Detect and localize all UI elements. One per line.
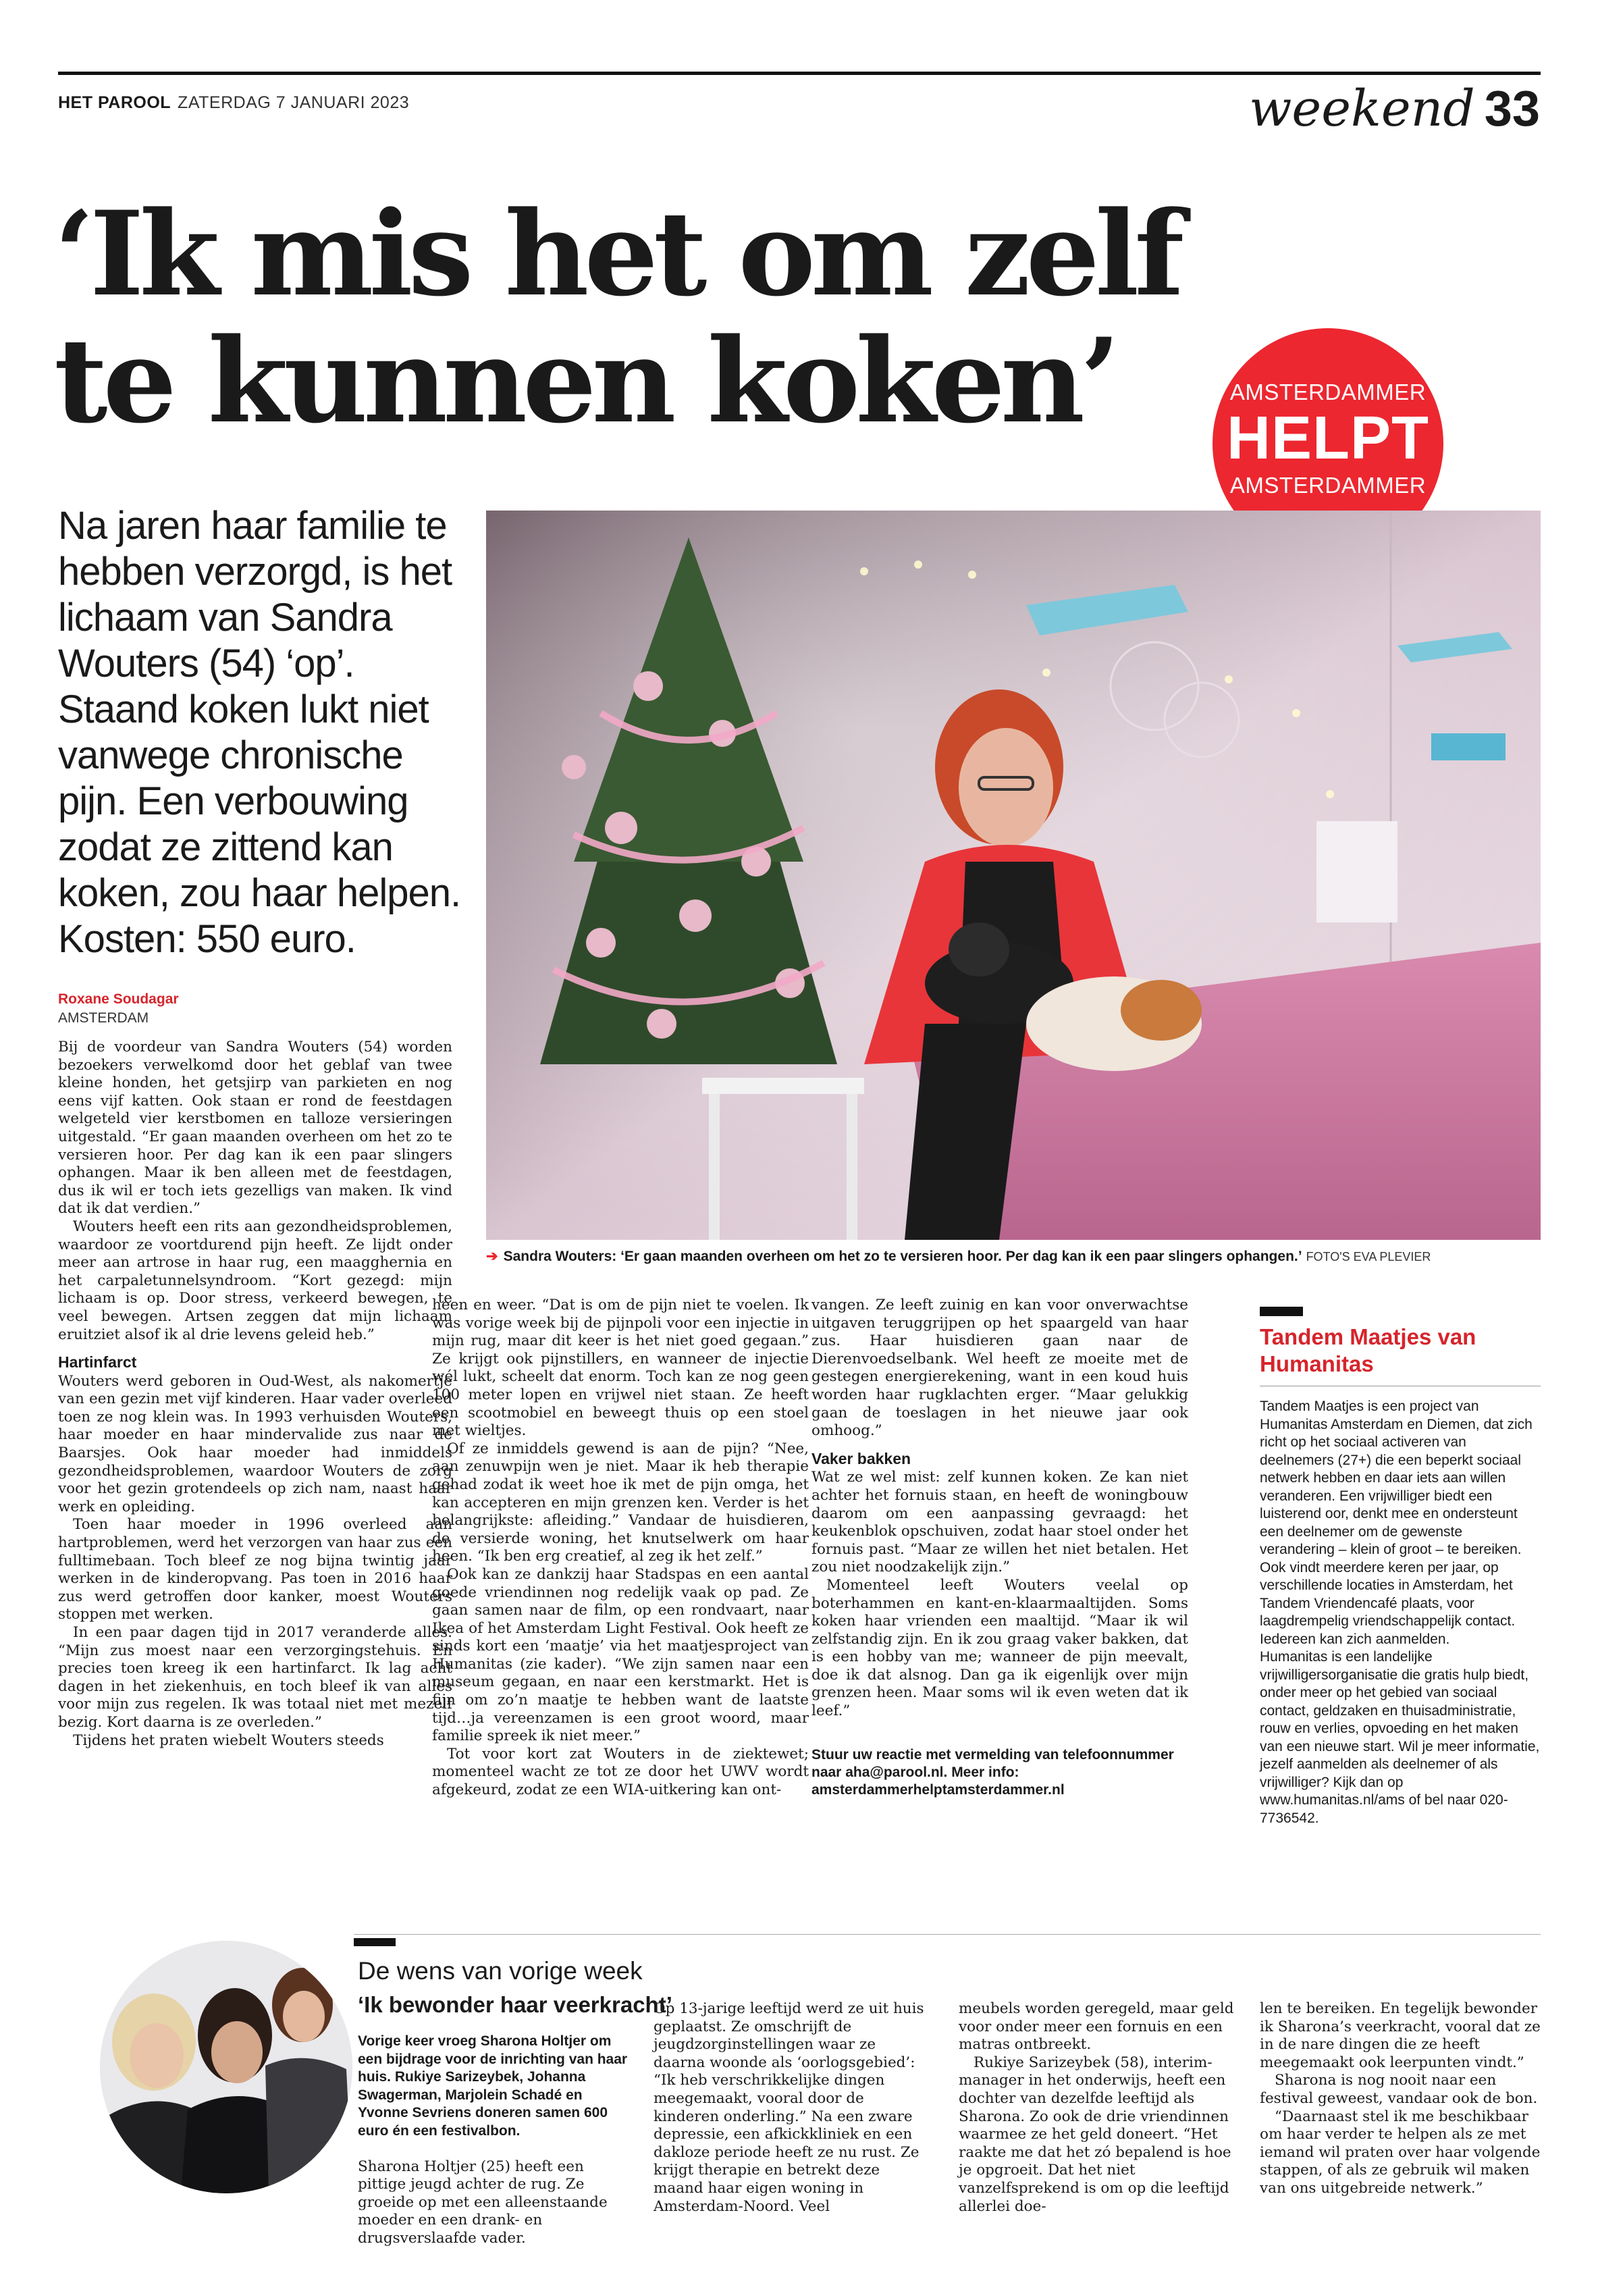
photo-credit: FOTO'S EVA PLEVIER bbox=[1306, 1250, 1431, 1263]
paragraph: Rukiye Sarizeybek (58), interim-manager in het onderwijs, heeft een dochter van dezelfde leeftijd als Sharona. Zo ook de drie vriendinnen waarmee ze het geld doneert. “Het raakte me dat het zó bepalend is hoe je opgroeit. Dat het niet vanzelfsprekend is om op die leeftijd allerlei doe- bbox=[959, 2054, 1231, 2215]
paragraph: Wouters heeft een rits aan gezondheidsproblemen, waardoor ze voortdurend pijn heeft. Ze lijdt onder meer aan artrose in haar rug, een maagghernia en het carpaletunnelsyndroom. “Kort gezegd: mijn lichaam is op. Door stress, verkeerd bewegen, te veel bewegen. Artsen zeggen dat mijn lichaam eruitziet alsof ik al drie levens geleid heb.” bbox=[58, 1218, 452, 1343]
paragraph: Ook kan ze dankzij haar Stadspas en een aantal goede vriendinnen nog redelijk vaak op pad. Ze gaan samen naar de film, op een rondvaart, naar Ikea of het Amsterdam Light Festival. Ook heeft ze sinds kort een ‘maatje’ via het maatjesproject van Humanitas (zie kader). “We zijn samen naar een museum gegaan, en naar een kerstmarkt. Het is fijn om zo’n maatje te hebben want de laatste tijd…ja vereenzamen is een groot woord, maar familie spreek ik niet meer.” bbox=[432, 1565, 809, 1745]
paragraph: len te bereiken. En tegelijk bewonder ik Sharona’s veerkracht, vooral dat ze in de nare dingen die ze heeft meegemaakt ook leerpunten vindt.” bbox=[1260, 2000, 1541, 2071]
caption-text: Sandra Wouters: ‘Er gaan maanden overheen om het zo te versieren hoor. Per dag kan ik een paar slingers ophangen.’ bbox=[503, 1249, 1302, 1264]
paragraph: Tijdens het praten wiebelt Wouters steeds bbox=[73, 1731, 384, 1749]
paragraph: Wat ze wel mist: zelf kunnen koken. Ze kan niet achter het fornuis staan, en heeft de woningbouw daarom om een aanpassing gevraagd: het keukenblok opschuiven, zodat haar stoel onder het fornuis past. “Maar ze willen het niet betalen. Het zou niet noodzakelijk zijn.” bbox=[811, 1469, 1188, 1576]
wens-column-1 bbox=[358, 2033, 635, 2248]
main-photo-illustration bbox=[486, 511, 1541, 1240]
paragraph: “Daarnaast stel ik me beschikbaar om haar verder te helpen als ze met iemand wil praten over haar volgende stappen, of als ze gebruik wil maken van ons uitgebreide netwerk.” bbox=[1260, 2108, 1541, 2197]
paragraph: heen en weer. “Dat is om de pijn niet te voelen. Ik was vorige week bij de pijnpoli voor een injectie in mijn rug, maar dit keer is het niet goed gegaan.” Ze krijgt ook pijnstillers, en wanneer de injectie wél lukt, scheelt dat enorm. Toch kan ze nog geen 100 meter lopen en vrijwel niet staan. Ze heeft een scootmobiel en beweegt thuis op een stoel met wieltjes. bbox=[432, 1297, 809, 1440]
wens-column-3 bbox=[959, 2000, 1235, 2216]
donors-photo-illustration bbox=[100, 1941, 352, 2193]
masthead bbox=[58, 93, 409, 113]
wens-column-2 bbox=[654, 2000, 930, 2216]
badge-middle: HELPT bbox=[1226, 405, 1429, 472]
paragraph: meubels worden geregeld, maar geld voor onder meer een fornuis en een matras ontbreekt. bbox=[959, 2000, 1234, 2054]
wens-lead: Vorige keer vroeg Sharona Holtjer om een bijdrage voor de inrichting van haar huis. Rukiye Sarizeybek, Johanna Swagerman, Marjolein Schadé en Yvonne Sevriens doneren samen 600 euro én een festivalbon. bbox=[358, 2033, 628, 2139]
paragraph: Bij de voordeur van Sandra Wouters (54) worden bezoekers verwelkomd door het geblaf van twee kleine honden, het getsjirp van parkieten en nog eens vijf katten. Ook staan er rond de feestdagen welgeteld vier kerstbomen en talloze versieringen uitgestald. “Er gaan maanden overheen om het zo te versieren hoor. Per dag kan ik een paar slingers ophangen. Maar ik ben alleen met de feestdagen, dus ik wil er toch iets gezelligs van maken. Ik vind dat ik dat verdien.” bbox=[58, 1039, 452, 1218]
sidebar-paragraph: Humanitas is een landelijke vrijwilligersorganisatie die gratis hulp biedt, onder meer op het gebied van sociaal contact, geldzaken en thuisadministratie, rouw en verlies, opvoeding en het maken van een nieuwe start. Wil je meer informatie, jezelf aanmelden als deelnemer of als vrijwilliger? Kijk dan op www.humanitas.nl/ams of bel naar 020-7736542. bbox=[1260, 1649, 1540, 1826]
donors-photo bbox=[100, 1941, 352, 2193]
wens-kicker: De wens van vorige week bbox=[358, 1957, 643, 1985]
paragraph: Sharona is nog nooit naar een festival geweest, vandaar ook de bon. bbox=[1260, 2072, 1538, 2107]
bottom-divider bbox=[354, 1934, 1541, 1935]
byline-author: Roxane Soudagar bbox=[58, 991, 179, 1007]
paragraph: Tot voor kort zat Wouters in de ziektewet; momenteel wacht ze tot ze door het UWV wordt afgekeurd, zodat ze een WIA-uitkering kan ont- bbox=[432, 1745, 809, 1799]
badge-top: AMSTERDAMMER bbox=[1229, 380, 1427, 405]
section-label bbox=[1249, 80, 1540, 138]
top-rule bbox=[58, 72, 1541, 75]
photo-caption bbox=[486, 1248, 1541, 1265]
paper-name: HET PAROOL bbox=[58, 93, 171, 112]
paragraph: Wouters werd geboren in Oud-West, als nakomertje van een gezin met vijf kinderen. Haar vader overleed toen ze nog klein was. In 1993 verhuisden Wouters, haar moeder en haar mindervalide zus naar de Baarsjes. Ook haar moeder had inmiddels gezondheidsproblemen, waardoor Wouters de zorg voor het gezin grotendeels op zich nam, naast haar werk en opleiding. bbox=[58, 1372, 452, 1515]
headline-line-1: ‘Ik mis het om zelf bbox=[54, 185, 1180, 322]
wens-column-4 bbox=[1260, 2000, 1541, 2198]
sidebar-paragraph: Tandem Maatjes is een project van Humanitas Amsterdam en Diemen, dat zich richt op het sociaal activeren van deelnemers (27+) die een beperkt sociaal netwerk hebben en daar iets aan willen veranderen. Een vrijwilliger biedt een luisterend oor, denkt mee en ondersteunt een deelnemer om de gewenste verandering – klein of groot – te bereiken. Ook vindt meerdere keren per jaar, op verschillende locaties in Amsterdam, het Tandem Vriendencafé plaats, voor laagdrempelig vriendschappelijk contact. Iedereen kan zich aanmelden. bbox=[1260, 1399, 1533, 1647]
main-photo bbox=[486, 511, 1541, 1240]
caption-arrow-icon: ➔ bbox=[486, 1249, 498, 1264]
intro-text: Na jaren haar familie te hebben verzorgd, is het lichaam van Sandra Wouters (54) ‘op’. Staand koken lukt niet vanwege chronische pijn. Een verbouwing zodat ze zittend kan koken, zou haar helpen. Kosten: 550 euro. bbox=[58, 504, 461, 961]
byline-location: AMSTERDAM bbox=[58, 1010, 149, 1026]
article-column-3 bbox=[811, 1297, 1188, 1799]
paragraph: vangen. Ze leeft zuinig en kan voor onverwachtse uitgaven teruggrijpen op het spaargeld van haar zus. Haar huisdieren gaan naar de Dierenvoedselbank. Wel heeft ze moeite met de gestegen energierekening, want in een koud huis worden haar rugklachten erger. “Maar gelukkig gaan de toeslagen in het nieuwe jaar ook omhoog.” bbox=[811, 1297, 1188, 1440]
wens-rule bbox=[354, 1938, 396, 1946]
subheading-hartinfarct: Hartinfarct bbox=[58, 1353, 137, 1372]
paragraph: Toen haar moeder in 1996 overleed aan hartproblemen, werd het verzorgen van haar zus een fulltimebaan. Toch bleef ze nog bijna twintig jaar werken in de kinderopvang. Pas toen in 2016 haar zus werd getroffen door kanker, moest Wouters stoppen met werken. bbox=[58, 1516, 452, 1623]
paragraph: In een paar dagen tijd in 2017 veranderde alles. “Mijn zus moest naar een verzorgingstehuis. En precies toen kreeg ik een hartinfarct. Ik lag acht dagen in het ziekenhuis, en toch bleef ik van alles voor mijn zus regelen. Ik was totaal niet met mezelf bezig. Kort daarna is ze overleden.” bbox=[58, 1624, 452, 1731]
reader-call-to-action: Stuur uw reactie met vermelding van telefoonnummer naar aha@parool.nl. Meer info: amsterdammerhelptamsterdammer.nl bbox=[811, 1746, 1174, 1798]
issue-date: ZATERDAG 7 JANUARI 2023 bbox=[178, 93, 410, 112]
wens-title: ‘Ik bewonder haar veerkracht’ bbox=[358, 1992, 672, 2017]
paragraph: Op 13-jarige leeftijd werd ze uit huis geplaatst. Ze omschrijft de jeugdzorginstellingen waar ze daarna woonde als ‘oorlogsgebied’: “Ik heb verschrikkelijke dingen meegemaakt, vooral door de kinderen onderling.” Na een zware depressie, een afkickkliniek en een dakloze periode heeft ze nu rust. Ze krijgt therapie en betrekt deze maand haar eigen woning in Amsterdam-Noord. Veel bbox=[654, 2000, 924, 2215]
paragraph: Sharona Holtjer (25) heeft een pittige jeugd achter de rug. Ze groeide op met een alleenstaande moeder en een drank- en drugsverslaafde vader. bbox=[358, 2158, 608, 2247]
paragraph: Momenteel leeft Wouters veelal op boterhammen en kant-en-klaarmaaltijden. Soms koken haar vrienden een maaltijd. “Maar ik wil zelfstandig zijn. En ik zou graag vaker bakken, dat is een hobby van me; wanneer de pijn meevalt, doe ik dat alsnog. Dan ga ik eigenlijk over mijn grenzen heen. Maar soms wil ik even weten dat ik leef.” bbox=[811, 1576, 1188, 1720]
headline-line-2: te kunnen koken’ bbox=[54, 312, 1116, 449]
sidebar-rule bbox=[1260, 1307, 1303, 1316]
article-column-2 bbox=[432, 1297, 809, 1800]
section-name: weekend bbox=[1249, 80, 1475, 138]
badge-bottom: AMSTERDAMMER bbox=[1229, 473, 1427, 498]
sidebar-body bbox=[1260, 1398, 1541, 1827]
paragraph: Of ze inmiddels gewend is aan de pijn? “Nee, aan zenuwpijn wen je niet. Maar ik heb therapie gehad zodat ik weet hoe ik met de pijn omga, het kan accepteren en mijn grenzen ken. Verder is het belangrijkste: afleiding.” Vandaar de huisdieren, de versierde woning, het knutselwerk om haar heen. “Ik ben erg creatief, al zeg ik het zelf.” bbox=[432, 1440, 809, 1565]
subheading-vaker-bakken: Vaker bakken bbox=[811, 1449, 911, 1467]
headline bbox=[54, 185, 1256, 449]
article-column-1 bbox=[58, 1039, 452, 1750]
sidebar-title: Tandem Maatjes van Humanitas bbox=[1260, 1324, 1476, 1376]
page-number: 33 bbox=[1484, 80, 1540, 136]
